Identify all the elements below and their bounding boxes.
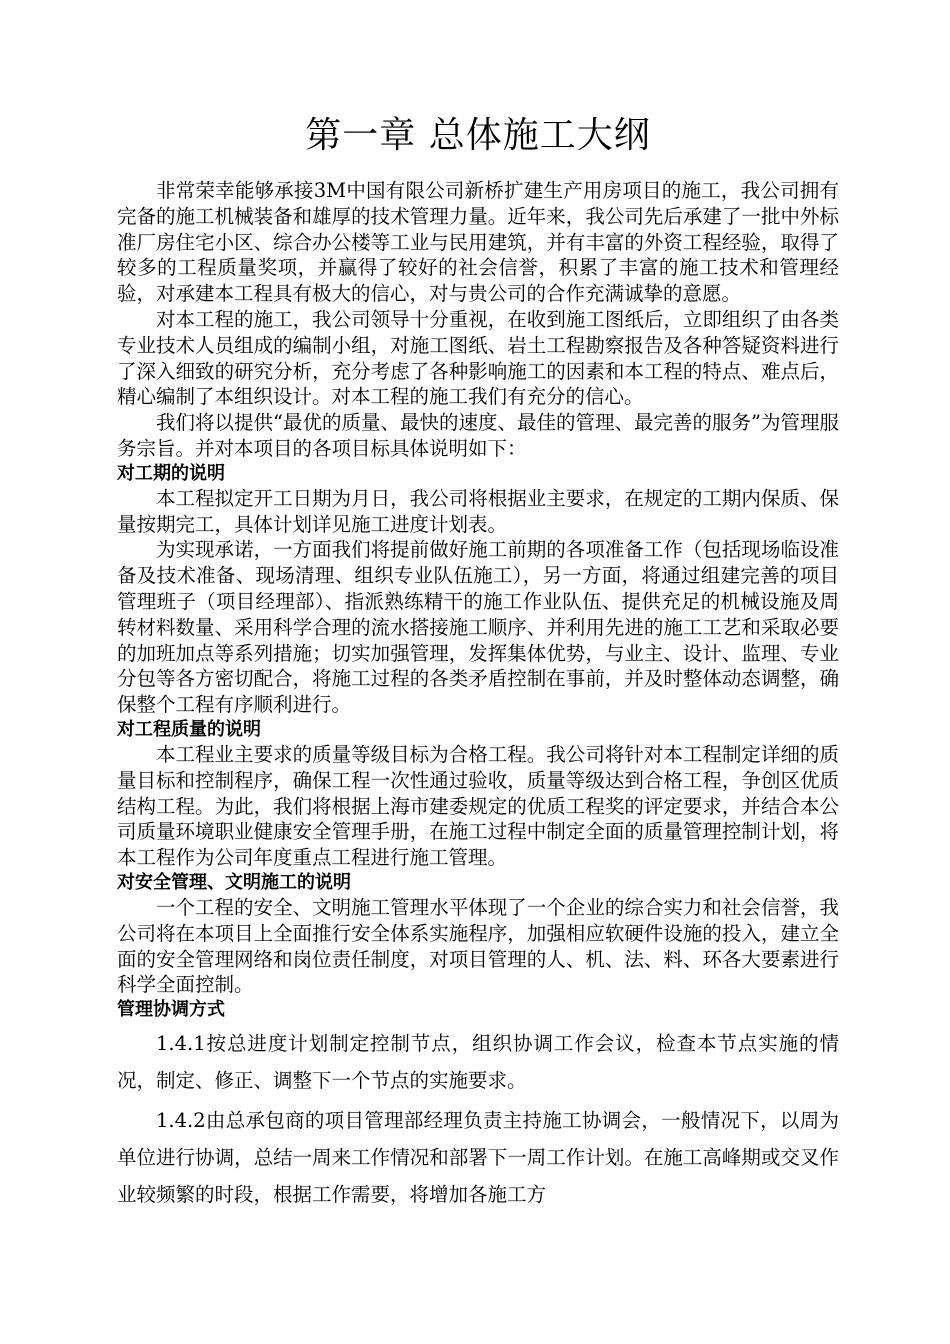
safety-paragraph-1: 一个工程的安全、文明施工管理水平体现了一个企业的综合实力和社会信誉，我公司将在本项目上全面推行安全体系实施程序，加强相应软硬件设施的投入，建立全面的安全管理网络和岗位责任制度，对项目管理的人、机、法、料、环各大要素进行科学全面控制。 bbox=[117, 895, 839, 997]
chapter-title: 第一章 总体施工大纲 bbox=[305, 115, 651, 156]
section-heading-schedule: 对工期的说明 bbox=[117, 462, 225, 484]
section-heading-quality: 对工程质量的说明 bbox=[117, 718, 261, 740]
intro-paragraph-3: 我们将以提供“最优的质量、最快的速度、最佳的管理、最完善的服务”为管理服务宗旨。并对本项目的各项目标具体说明如下： bbox=[117, 411, 839, 460]
coordination-paragraph-1: 1.4.1按总进度计划制定控制节点，组织协调工作会议，检查本节点实施的情况，制定、修正、调整下一个节点的实施要求。 bbox=[117, 1032, 839, 1093]
quality-paragraph-1: 本工程业主要求的质量等级目标为合格工程。我公司将针对本工程制定详细的质量目标和控制程序，确保工程一次性通过验收，质量等级达到合格工程，争创区优质结构工程。为此，我们将根据上海市建委规定的优质工程奖的评定要求，并结合本公司质量环境职业健康安全管理手册，在施工过程中制定全面的质量管理控制计划，将本工程作为公司年度重点工程进行施工管理。 bbox=[117, 742, 839, 870]
schedule-paragraph-1: 本工程拟定开工日期为月日，我公司将根据业主要求，在规定的工期内保质、保量按期完工，具体计划详见施工进度计划表。 bbox=[117, 486, 839, 536]
document-page bbox=[117, 108, 839, 1213]
intro-paragraph-1: 非常荣幸能够承接3M中国有限公司新桥扩建生产用房项目的施工，我公司拥有完备的施工机械装备和雄厚的技术管理力量。近年来，我公司先后承建了一批中外标准厂房住宅小区、综合办公楼等工业与民用建筑，并有丰富的外资工程经验，取得了较多的工程质量奖项，并赢得了较好的社会信誉，积累了丰富的施工技术和管理经验，对承建本工程具有极大的信心，对与贵公司的合作充满诚挚的意愿。 bbox=[117, 179, 839, 306]
coordination-paragraph-2: 1.4.2由总承包商的项目管理部经理负责主持施工协调会，一般情况下，以周为单位进行协调，总结一周来工作情况和部署下一周工作计划。在施工高峰期或交叉作业较频繁的时段，根据工作需要，将增加各施工方 bbox=[117, 1109, 839, 1207]
section-heading-coordination: 管理协调方式 bbox=[117, 999, 225, 1021]
intro-paragraph-2: 对本工程的施工，我公司领导十分重视，在收到施工图纸后，立即组织了由各类专业技术人员组成的编制小组，对施工图纸、岩土工程勘察报告及各种答疑资料进行了深入细致的研究分析，充分考虑了各种影响施工的因素和本工程的特点、难点后，精心编制了本组织设计。对本工程的施工我们有充分的信心。 bbox=[117, 307, 839, 409]
schedule-paragraph-2: 为实现承诺，一方面我们将提前做好施工前期的各项准备工作（包括现场临设准备及技术准备、现场清理、组织专业队伍施工），另一方面，将通过组建完善的项目管理班子（项目经理部）、指派熟练精干的施工作业队伍、提供充足的机械设施及周转材料数量、采用科学合理的流水搭接施工顺序、并利用先进的施工工艺和采取必要的加班加点等系列措施；切实加强管理，发挥集体优势，与业主、设计、监理、专业分包等各方密切配合，将施工过程的各类矛盾控制在事前，并及时整体动态调整，确保整个工程有序顺利进行。 bbox=[117, 538, 839, 717]
section-heading-safety: 对安全管理、文明施工的说明 bbox=[117, 871, 351, 893]
